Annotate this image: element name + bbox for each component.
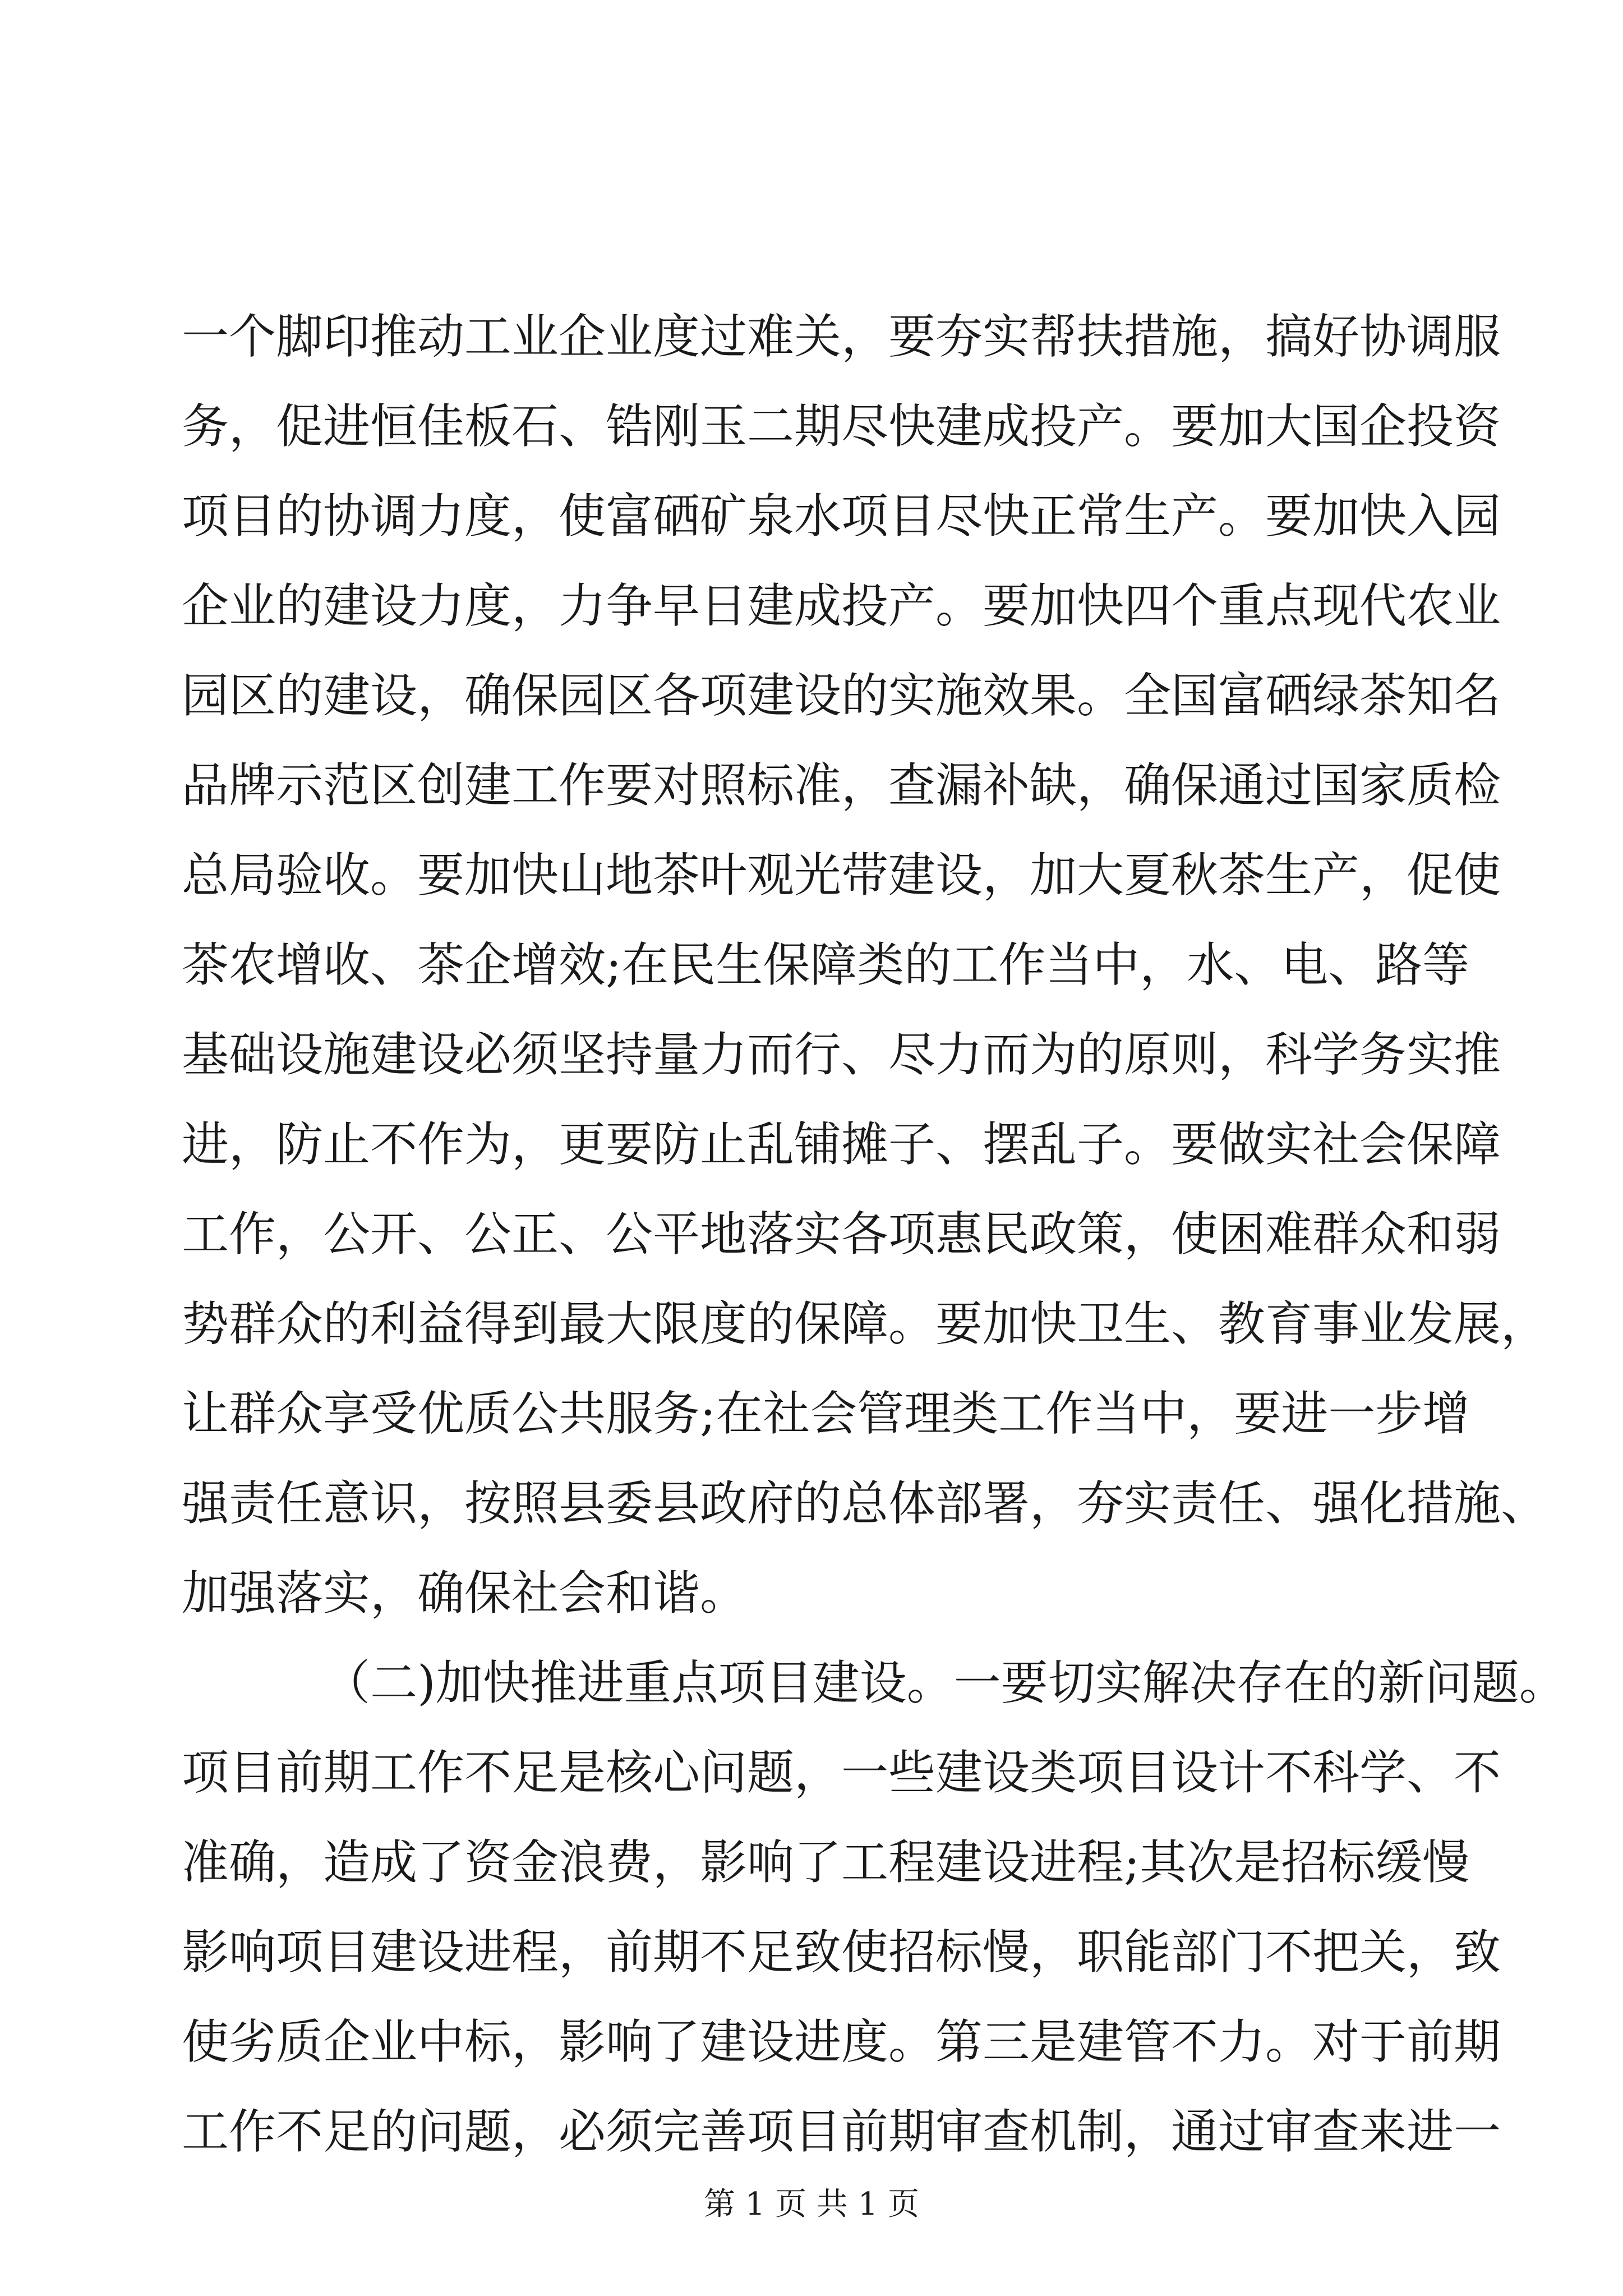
text-line: 工作，公开、公正、公平地落实各项惠民政策，使困难群众和弱 — [182, 1207, 1501, 1262]
text-line: 茶农增收、茶企增效;在民生保障类的工作当中，水、电、路等 — [182, 937, 1470, 992]
text-line: 影响项目建设进程，前期不足致使招标慢，职能部门不把关，致 — [182, 1925, 1501, 1980]
page-footer: 第 1 页 共 1 页 — [703, 2186, 920, 2223]
text-line: 基础设施建设必须坚持量力而行、尽力而为的原则，科学务实推 — [182, 1027, 1501, 1082]
section-heading-line: （二)加快推进重点项目建设。一要切实解决存在的新问题。 — [323, 1655, 1566, 1710]
text-line: 项目的协调力度，使富硒矿泉水项目尽快正常生产。要加快入园 — [182, 489, 1501, 544]
text-line: 让群众享受优质公共服务;在社会管理类工作当中，要进一步增 — [182, 1386, 1470, 1441]
text-line: 使劣质企业中标，影响了建设进度。第三是建管不力。对于前期 — [182, 2014, 1501, 2069]
text-line: 项目前期工作不足是核心问题，一些建设类项目设计不科学、不 — [182, 1745, 1501, 1800]
text-line: 一个脚印推动工业企业度过难关，要夯实帮扶措施，搞好协调服 — [182, 309, 1501, 364]
text-line: 总局验收。要加快山地茶叶观光带建设，加大夏秋茶生产，促使 — [182, 848, 1501, 903]
text-line: 园区的建设，确保园区各项建设的实施效果。全国富硒绿茶知名 — [182, 668, 1501, 723]
text-line: 强责任意识，按照县委县政府的总体部署，夯实责任、强化措施、 — [182, 1476, 1548, 1531]
text-line: 准确，造成了资金浪费，影响了工程建设进程;其次是招标缓慢 — [182, 1835, 1470, 1890]
text-line: 企业的建设力度，力争早日建成投产。要加快四个重点现代农业 — [182, 578, 1501, 633]
text-line: 务，促进恒佳板石、锆刚玉二期尽快建成投产。要加大国企投资 — [182, 399, 1501, 454]
text-line: 势群众的利益得到最大限度的保障。要加快卫生、教育事业发展， — [182, 1296, 1548, 1351]
text-line: 加强落实，确保社会和谐。 — [182, 1566, 748, 1621]
text-line: 进，防止不作为，更要防止乱铺摊子、摆乱子。要做实社会保障 — [182, 1117, 1501, 1172]
text-line: 品牌示范区创建工作要对照标准，查漏补缺，确保通过国家质检 — [182, 758, 1501, 813]
text-line: 工作不足的问题，必须完善项目前期审查机制，通过审查来进一 — [182, 2104, 1501, 2159]
